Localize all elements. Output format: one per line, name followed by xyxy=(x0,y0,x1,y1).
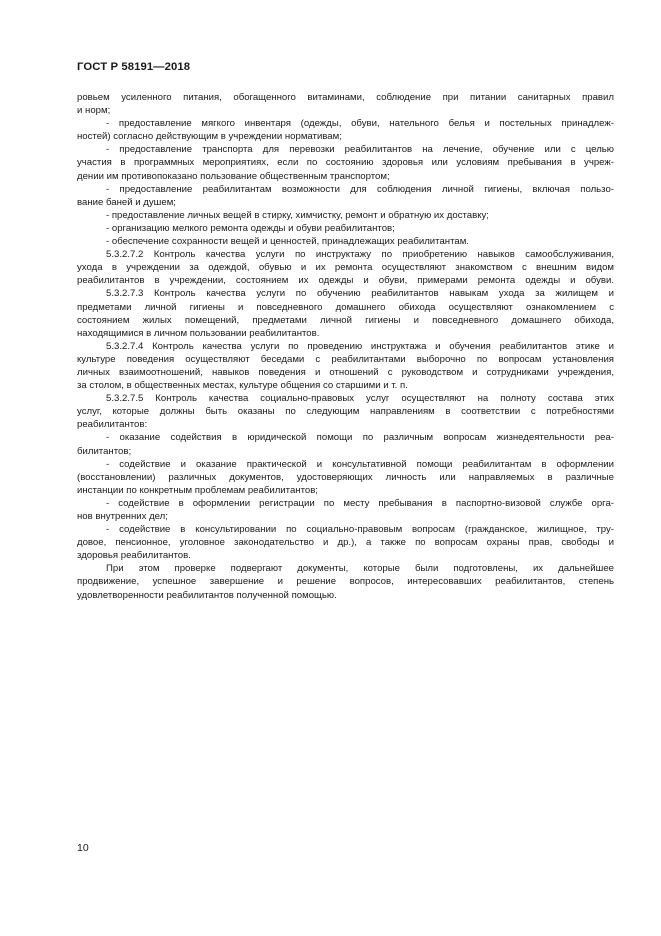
text-line: - предоставление реабилитантам возможности для соблюдения личной гигиены, включая пользо- xyxy=(106,183,614,195)
text-line: и норм; xyxy=(77,105,111,117)
text-line: здоровья реабилитантов. xyxy=(77,550,191,562)
text-line: билитантов; xyxy=(77,445,132,457)
text-line: реабилитантов: xyxy=(77,419,148,431)
text-line: - содействие в оформлении регистрации по месту пребывания в паспортно-визовой службе орга- xyxy=(106,497,614,509)
text-line: реабилитантов в учреждении, состоянием их одежды и обуви, примерами ремонта одежды и обуви. xyxy=(77,275,614,287)
text-line: продвижение, успешное завершение и решение вопросов, интересовавших реабилитантов, степень xyxy=(77,576,614,588)
text-line: за столом, в общественных местах, культуре общения со старшими и т. п. xyxy=(77,380,408,392)
text-line: ровьем усиленного питания, обогащенного витаминами, соблюдение при питании санитарных правил xyxy=(77,92,614,103)
text-line: - предоставление личных вещей в стирку, химчистку, ремонт и обратную их доставку; xyxy=(106,209,489,221)
text-line: - оказание содействия в юридической помощи по различным вопросам жизнедеятельности реа- xyxy=(106,432,614,444)
text-line: - содействие и оказание практической и консультативной помощи реабилитантам в оформлении xyxy=(106,458,614,470)
text-line: При этом проверке подвергают документы, которые были подготовлены, их дальнейшее xyxy=(106,563,614,575)
text-line: довое, пенсионное, уголовное законодательство и др.), а также по вопросам охраны прав, свободы и xyxy=(77,537,614,549)
text-line: - предоставление транспорта для перевозки реабилитантов на лечение, обучение или с целью xyxy=(106,144,614,156)
text-line: личных взаимоотношений, навыков поведения и отношений с руководством и сотрудниками учреждения, xyxy=(77,366,614,378)
document-body xyxy=(77,91,614,602)
text-line: вание баней и душем; xyxy=(77,196,176,208)
text-line: участия в программных мероприятиях, если по состоянию здоровья или условиям пребывания в учреж- xyxy=(77,157,614,169)
text-line: дении им противопоказано пользование общественным транспортом; xyxy=(77,170,390,182)
text-line: - организацию мелкого ремонта одежды и обуви реабилитантов; xyxy=(106,222,395,234)
text-line: 5.3.2.7.4 Контроль качества услуги по проведению инструктажа и обучения реабилитантов этике и xyxy=(106,340,614,352)
text-line: 5.3.2.7.3 Контроль качества услуги по обучению реабилитантов навыкам ухода за жилищем и xyxy=(106,288,614,300)
text-line: состоянием жилых помещений, предметами личной гигиены и повседневного домашнего обихода, xyxy=(77,314,614,326)
text-line: культуре поведения осуществляют беседами с реабилитантами выборочно по вопросам установления xyxy=(77,353,614,365)
text-line: находящимися в личном пользовании реабилитантов. xyxy=(77,327,320,339)
text-line: услуг, которые должны быть оказаны по следующим направлениям в соответствии с потребностями xyxy=(77,406,614,418)
document-header: ГОСТ Р 58191—2018 xyxy=(77,61,191,73)
text-line: нов внутренних дел; xyxy=(77,511,168,522)
text-line: ностей) согласно действующим в учреждении нормативам; xyxy=(77,131,342,143)
text-line: - предоставление мягкого инвентаря (одежды, обуви, нательного белья и постельных принадлеж- xyxy=(106,118,614,130)
page-number: 10 xyxy=(77,842,89,854)
text-line: ухода в учреждении за одеждой, обувью и их ремонта осуществляют знакомством с внешним видом xyxy=(77,262,614,274)
text-line: удовлетворенности реабилитантов полученной помощью. xyxy=(77,589,337,601)
text-line: инстанции по конкретным проблемам реабилитантов; xyxy=(77,484,318,496)
text-line: 5.3.2.7.2 Контроль качества услуги по инструктажу по приобретению навыков самообслуживания, xyxy=(106,249,614,261)
text-line: - обеспечение сохранности вещей и ценностей, принадлежащих реабилитантам. xyxy=(106,236,469,248)
text-line: 5.3.2.7.5 Контроль качества социально-правовых услуг осуществляют на полноту состава этих xyxy=(106,393,614,405)
text-line: (восстановлении) различных документов, удостоверяющих личность или направляемых в различные xyxy=(77,471,614,483)
text-line: предметами личной гигиены и повседневного домашнего обихода осуществляют ознакомлением с xyxy=(77,301,614,313)
text-line: - содействие в консультировании по социально-правовым вопросам (гражданское, жилищное, тру- xyxy=(106,524,614,536)
